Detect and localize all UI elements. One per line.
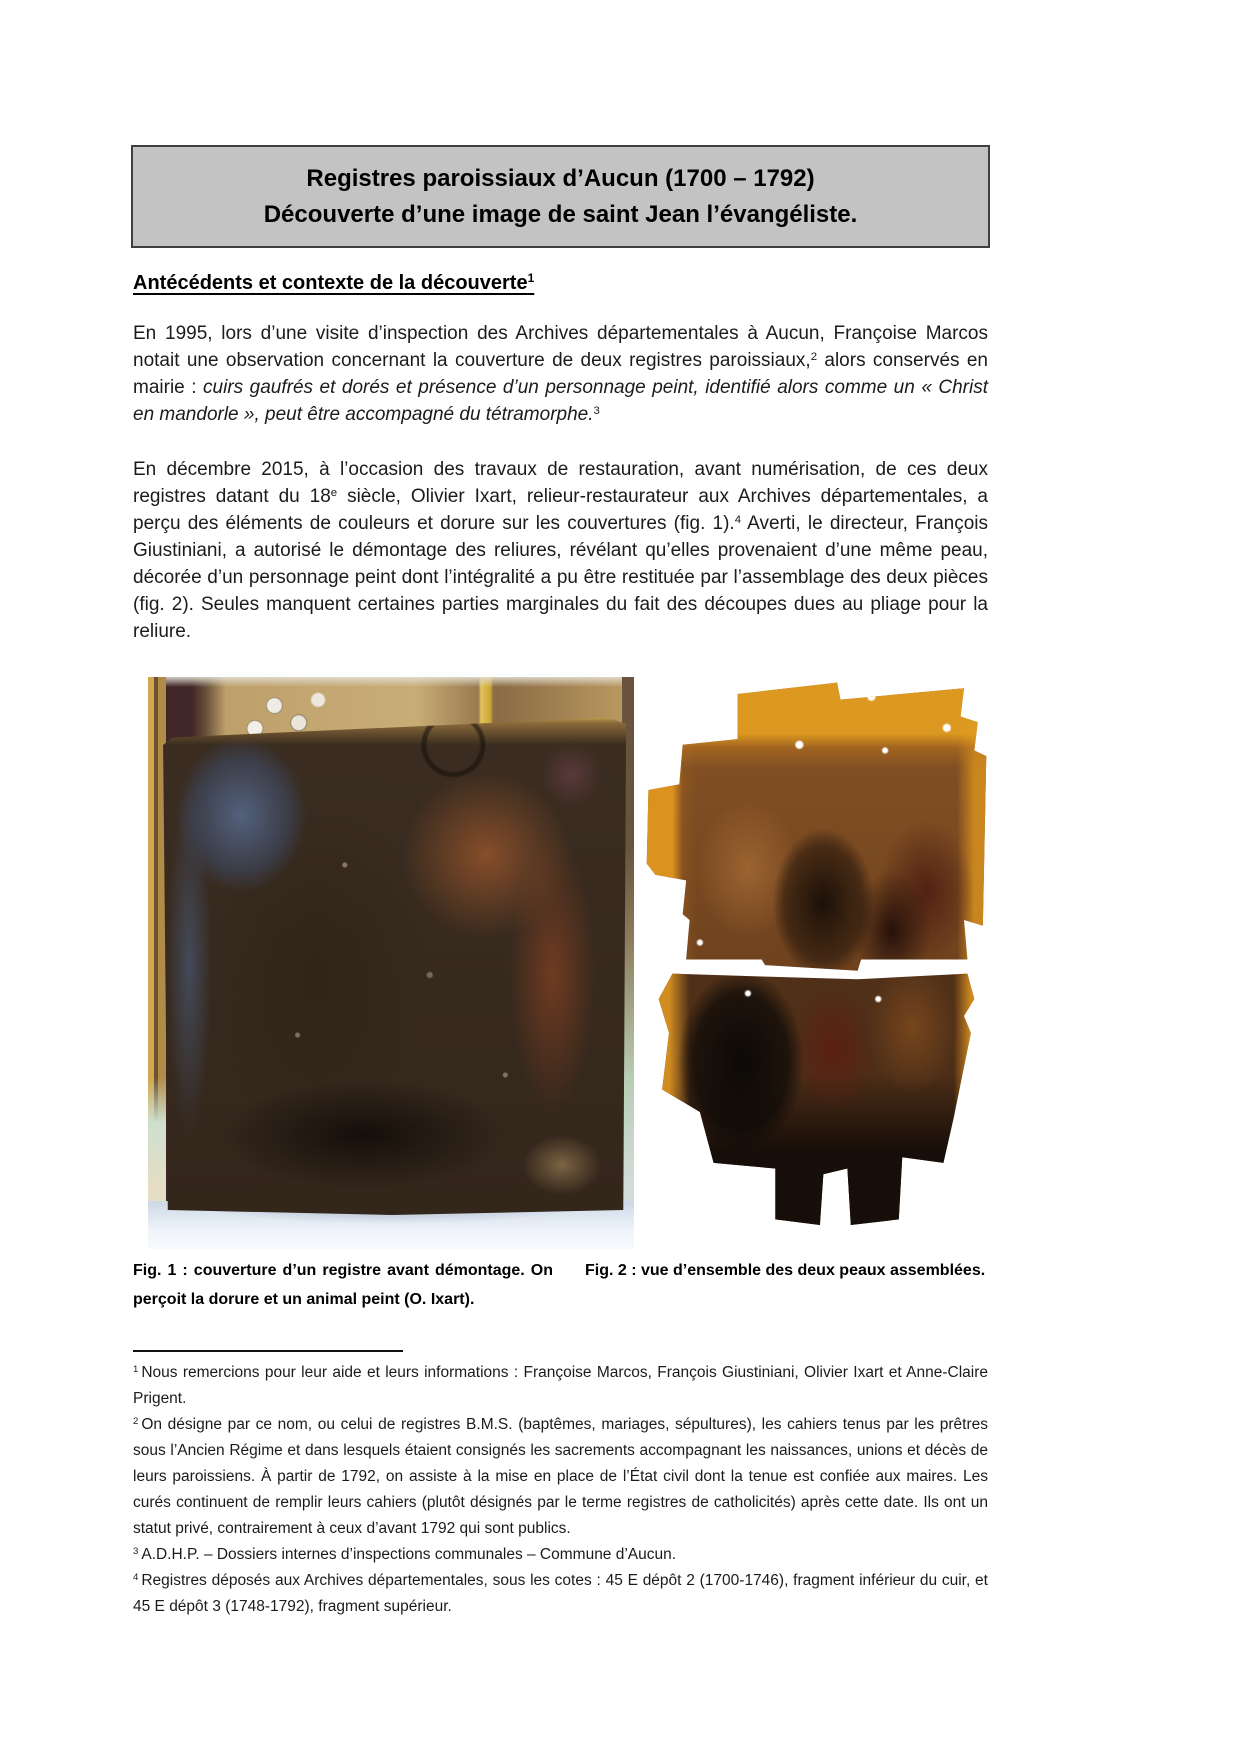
footnote-2	[133, 1412, 988, 1542]
figure-2-caption: Fig. 2 : vue d’ensemble des deux peaux assemblées.	[585, 1262, 986, 1279]
footnote-4-number: 4	[133, 1572, 139, 1584]
section-heading-text: Antécédents et contexte de la découverte$^1$	[133, 271, 535, 294]
footnote-2-number: 2	[133, 1416, 139, 1428]
footnote-1	[133, 1360, 988, 1412]
title-line-1: Registres paroissiaux d’Aucun (1700 – 1792)	[306, 164, 815, 192]
footnote-3-text: A.D.H.P. – Dossiers internes d’inspections communales – Commune d’Aucun.	[141, 1546, 677, 1563]
title-box	[131, 145, 990, 248]
footnote-3-number: 3	[133, 1546, 139, 1558]
footnote-3	[133, 1542, 988, 1568]
footnote-4-text: Registres déposés aux Archives départementales, sous les cotes : 45 E dépôt 2 (1700-1746), fragment inférieur du cuir, et 45 E dépôt 3 (1748-1792), fragment supérieur.	[133, 1572, 988, 1615]
section-heading	[133, 272, 988, 295]
footnote-4	[133, 1568, 988, 1620]
paragraph-2: En décembre 2015, à l’occasion des travaux de restauration, avant numérisation, de ces deux registres datant du 18e siècle, Olivier Ixart, relieur-restaurateur aux Archives départementales, a perçu des éléments de couleurs et dorure sur les couvertures (fig. 1).$^4$ Averti, le directeur, François Giustiniani, a autorisé le démontage des reliures, révélant qu’elles provenaient d’une même peau, décorée d’un personnage peint dont l’intégralité a pu être restituée par l’assemblage des deux pièces (fig. 2). Seules manquent certaines parties marginales du fait des découpes dues au pliage pour la reliure.	[133, 459, 988, 642]
footnote-separator	[133, 1350, 403, 1352]
figure-2-photo	[645, 677, 988, 1242]
footnote-1-number: 1	[133, 1364, 139, 1376]
footnote-1-text: Nous remercions pour leur aide et leurs informations : Françoise Marcos, François Giustiniani, Olivier Ixart et Anne-Claire Prigent.	[133, 1364, 988, 1407]
footnote-2-text: On désigne par ce nom, ou celui de registres B.M.S. (baptêmes, mariages, sépultures), les cahiers tenus par les prêtres sous l’Ancien Régime et dans lesquels étaient consignés les sacrements accompagnant les naissances, unions et décès de leurs paroissiens. À partir de 1792, on assiste à la mise en place de l’État civil dont la tenue est confiée aux maires. Les curés continuent de remplir leurs cahiers (plutôt désignés par le terme registres de catholicités) après cette date. Ils ont un statut privé, contrairement à ceux d’avant 1792 qui sont publics.	[133, 1416, 988, 1537]
figure-1-photo	[148, 677, 634, 1249]
fig1-leather-cover	[156, 715, 628, 1215]
footnotes-section	[133, 1360, 988, 1620]
figure-1-caption: Fig. 1 : couverture d’un registre avant démontage. On perçoit la dorure et un animal peint (O. Ixart).	[133, 1262, 553, 1308]
paragraph-1: En 1995, lors d’une visite d’inspection des Archives départementales à Aucun, Françoise Marcos notait une observation concernant la couverture de deux registres paroissiaux,$^2$ alors conservés en mairie : cuirs gaufrés et dorés et présence d’un personnage peint, identifié alors comme un « Christ en mandorle », peut être accompagné du tétramorphe.$^3$	[133, 323, 989, 425]
title-line-2: Découverte d’une image de saint Jean l’évangéliste.	[263, 200, 858, 228]
